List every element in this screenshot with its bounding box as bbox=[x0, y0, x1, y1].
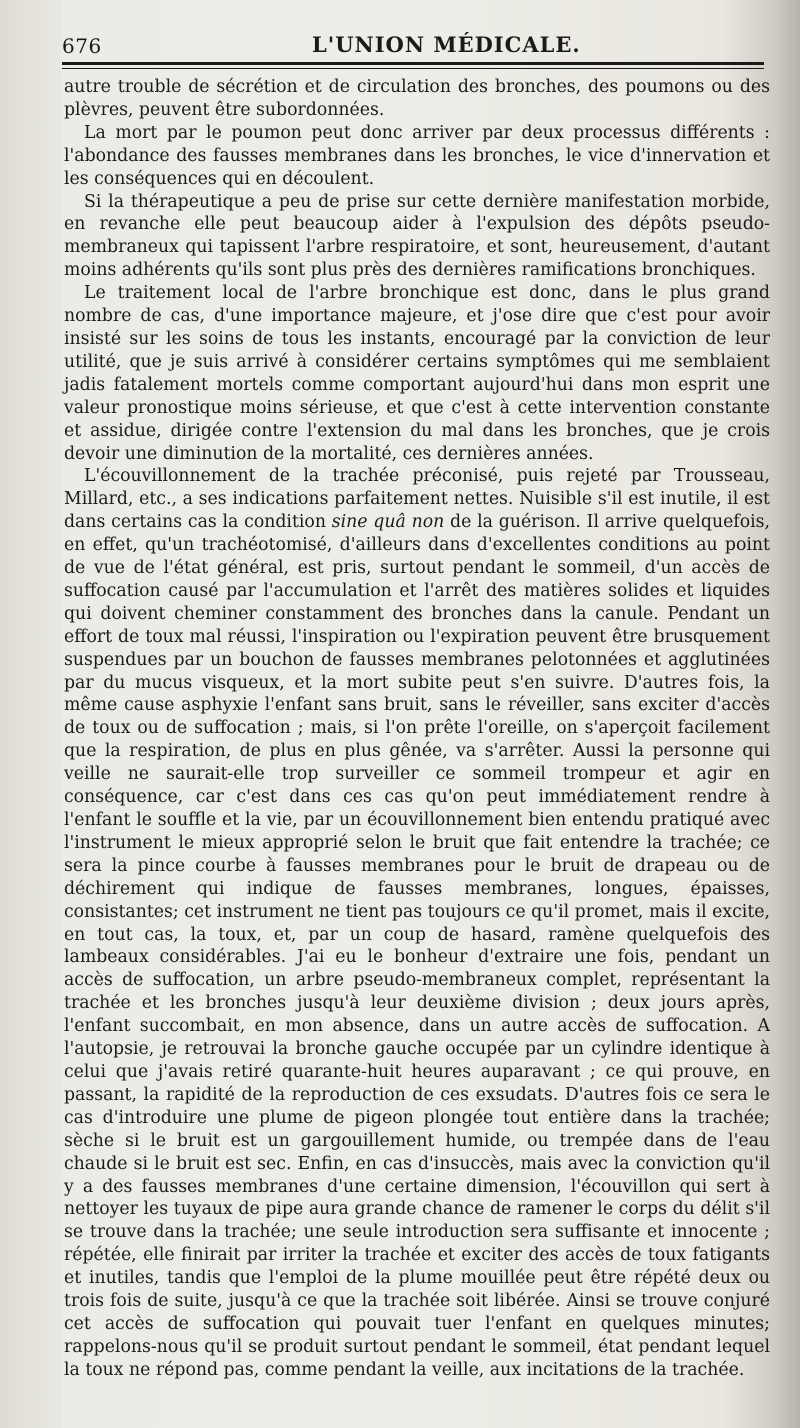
page-number: 676 bbox=[62, 34, 102, 58]
header-rule-thin bbox=[62, 68, 764, 69]
text-run: de la guérison. Il arrive quelquefois, en effet, qu'un trachéotomisé, d'ailleurs dans d'excellentes conditions au point de vue de l'état général, est pris, surtout pendant le sommeil, d'un accès de suffocation causé par l'accumulation et l'arrêt des matières solides et liquides qui doivent cheminer constamment des bronches dans la canule. Pendant un effort de toux mal réussi, l'inspiration ou l'expiration peuvent être brusquement suspendues par un bouchon de fausses membranes pelotonnées et agglutinées par du mucus visqueux, et la mort subite peut s'en suivre. D'autres fois, la même cause asphyxie l'enfant sans bruit, sans le réveiller, sans exciter d'accès de toux ou de suffocation ; mais, si l'on prête l'oreille, on s'aperçoit facilement que la respiration, de plus en plus gênée, va s'arrêter. Aussi la personne qui veille ne saurait-elle trop surveiller ce sommeil trompeur et agir en conséquence, car c'est dans ces cas qu'on peut immédiatement rendre à l'enfant le souffle et la vie, par un écouvillonnement bien entendu pratiqué avec l'instrument le mieux approprié selon le bruit que fait entendre la trachée; ce sera la pince courbe à fausses membranes pour le bruit de drapeau ou de déchirement qui indique de fausses membranes, longues, épaisses, consistantes; cet instrument ne tient pas toujours ce qu'il promet, mais il excite, en tout cas, la toux, et, par un coup de hasard, ramène quelquefois des lambeaux considérables. J'ai eu le bonheur d'extraire une fois, pendant un accès de suffocation, un arbre pseudo-membraneux complet, représentant la trachée et les bronches jusqu'à leur deuxième division ; deux jours après, l'enfant succombait, en mon absence, dans un autre accès de suffocation. A l'autopsie, je retrouvai la bronche gauche occupée par un cylindre identique à celui que j'avais retiré quarante-huit heures auparavant ; ce qui prouve, en passant, la rapidité de la reproduction de ces exsudats. D'autres fois ce sera le cas d'introduire une plume de pigeon plongée tout entière dans la trachée; sèche si le bruit est un gargouillement humide, ou trempée dans de l'eau chaude si le bruit est sec. Enfin, en cas d'insuccès, mais avec la conviction qu'il y a des fausses membranes d'une certaine dimension, l'écouvillon qui sert à nettoyer les tuyaux de pipe aura grande chance de ramener le corps du délit s'il se trouve dans la trachée; une seule introduction sera suffisante et innocente ; répétée, elle finirait par irriter la trachée et exciter des accès de toux fatigants et inutiles, tandis que l'emploi de la plume mouillée peut être répété deux ou trois fois de suite, jusqu'à ce que la trachée soit libérée. Ainsi se trouve conjuré cet accès de suffocation qui pouvait tuer l'enfant en quelques minutes; rappelons-nous qu'il se produit surtout pendant le sommeil, état pendant lequel la toux ne répond pas, comme pendant la veille, aux incitations de la trachée. bbox=[64, 512, 770, 1380]
page-header bbox=[62, 26, 770, 60]
page-gutter-shadow bbox=[0, 0, 62, 1428]
running-title: L'UNION MÉDICALE. bbox=[312, 32, 581, 57]
paragraph-traitement-local: Le traitement local de l'arbre bronchique est donc, dans le plus grand nombre de cas, d'une importance majeure, et j'ose dire que c'est pour avoir insisté sur les soins de tous les instants, encouragé par la conviction de leur utilité, que je suis arrivé à considérer certains symptômes qui me semblaient jadis fatalement mortels comme comportant aujourd'hui dans mon esprit une valeur pronostique moins sérieuse, et que c'est à cette intervention constante et assidue, dirigée contre l'extension du mal dans les bronches, que je crois devoir une diminution de la mortalité, ces dernières années. bbox=[64, 283, 770, 464]
text-run: L'écouvillonnement de la trachée préconisé, puis rejeté par Trousseau, Millard, etc., a ses indications parfaitement nettes. Nuisible s'il est inutile, il est dans certains cas la condition bbox=[64, 466, 770, 533]
italic-phrase: sine quâ non bbox=[331, 512, 445, 533]
article-body bbox=[64, 76, 770, 1382]
paragraph-continuation: autre trouble de sécrétion et de circulation des bronches, des poumons ou des plèvres, peuvent être subordonnées. bbox=[64, 77, 770, 120]
paragraph-therapeutique: Si la thérapeutique a peu de prise sur cette dernière manifestation morbide, en revanche elle peut beaucoup aider à l'expulsion des dépôts pseudo-membraneux qui tapissent l'arbre respiratoire, et sont, heureusement, d'autant moins adhérents qu'ils sont plus près des dernières ramifications bronchiques. bbox=[64, 191, 770, 281]
paragraph-ecouvillonnement bbox=[64, 465, 770, 1381]
header-rule-thick bbox=[62, 62, 764, 65]
paragraph-mort-par-le-poumon: La mort par le poumon peut donc arriver par deux processus différents : l'abondance des fausses membranes dans les bronches, le vice d'innervation et les conséquences qui en découlent. bbox=[64, 122, 770, 189]
